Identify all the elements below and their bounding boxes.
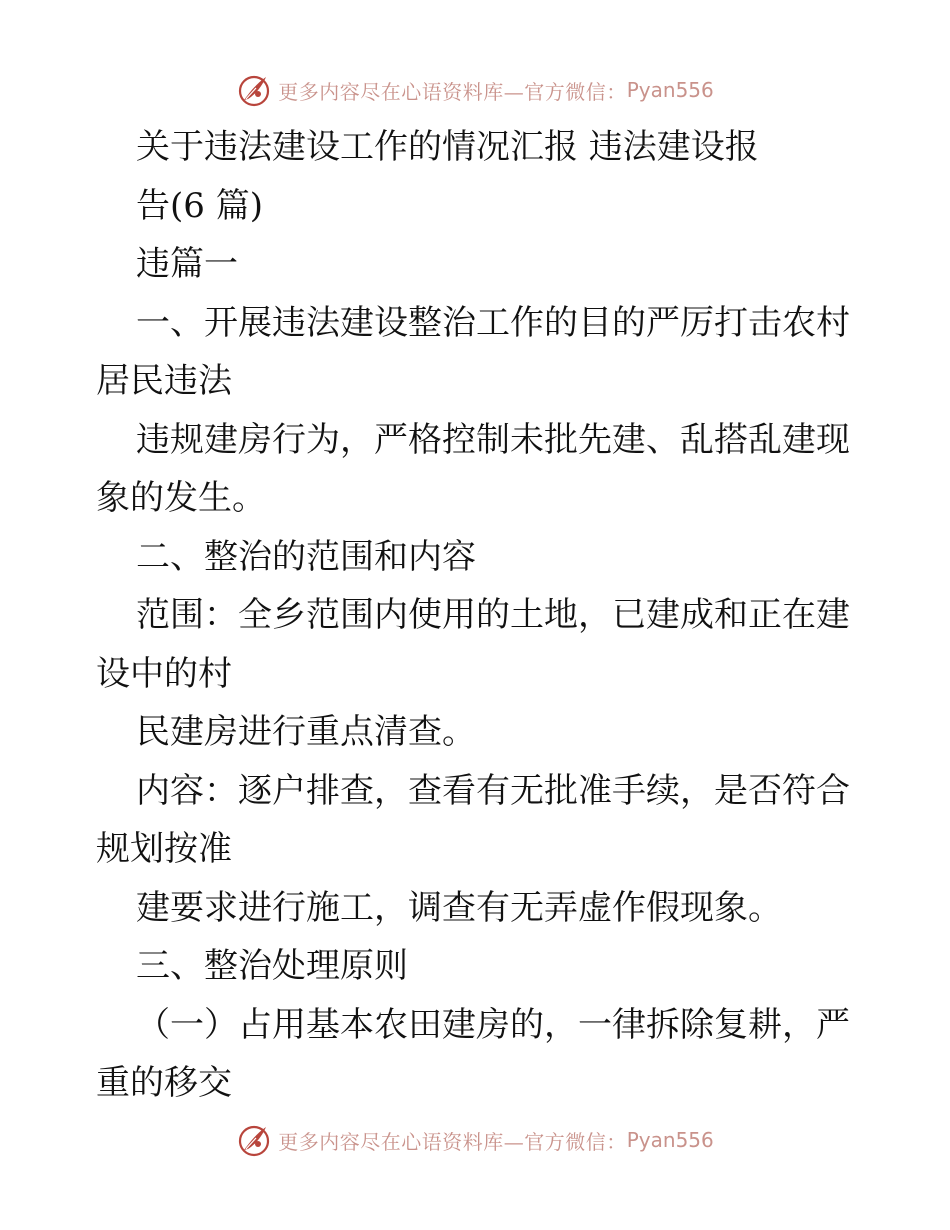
text-line: 关于违法建设工作的情况汇报 违法建设报 [136,127,759,167]
text-line: 违规建房行为，严格控制未批先建、乱搭乱建现 [136,419,850,460]
text-line: 范围：全乡范围内使用的土地，已建成和正在建 [136,595,850,635]
banner-wechat-id: Pyan556 [626,1128,714,1152]
text-line: 居民违法 [96,361,232,401]
banner-text: 更多内容尽在心语资料库—官方微信： [278,1129,627,1154]
text-line: 违篇一 [136,244,238,284]
banner-wechat-id: Pyan556 [626,78,714,102]
banner-text: 更多内容尽在心语资料库—官方微信： [278,79,627,104]
text-line: 重的移交 [96,1063,232,1103]
text-line: 象的发生。 [96,478,266,518]
text-line: （一）占用基本农田建房的，一律拆除复耕，严 [136,1004,850,1045]
text-line: 设中的村 [96,653,232,694]
text-line: 规划按准 [96,829,232,869]
footer-banner [0,1120,950,1160]
text-line: 内容：逐户排查，查看有无批准手续，是否符合 [136,770,850,811]
text-line: 一、开展违法建设整治工作的目的严厉打击农村 [136,302,850,343]
document-body [96,118,856,1113]
text-line: 民建房进行重点清查。 [136,712,476,752]
text-line: 建要求进行施工，调查有无弄虚作假现象。 [136,887,782,928]
feather-pen-logo-icon [236,1122,272,1158]
header-banner [0,70,950,110]
text-line: 三、整治处理原则 [136,946,408,986]
text-line: 二、整治的范围和内容 [136,536,476,577]
text-line: 告(6 篇) [136,185,263,226]
feather-pen-logo-icon [236,72,272,108]
